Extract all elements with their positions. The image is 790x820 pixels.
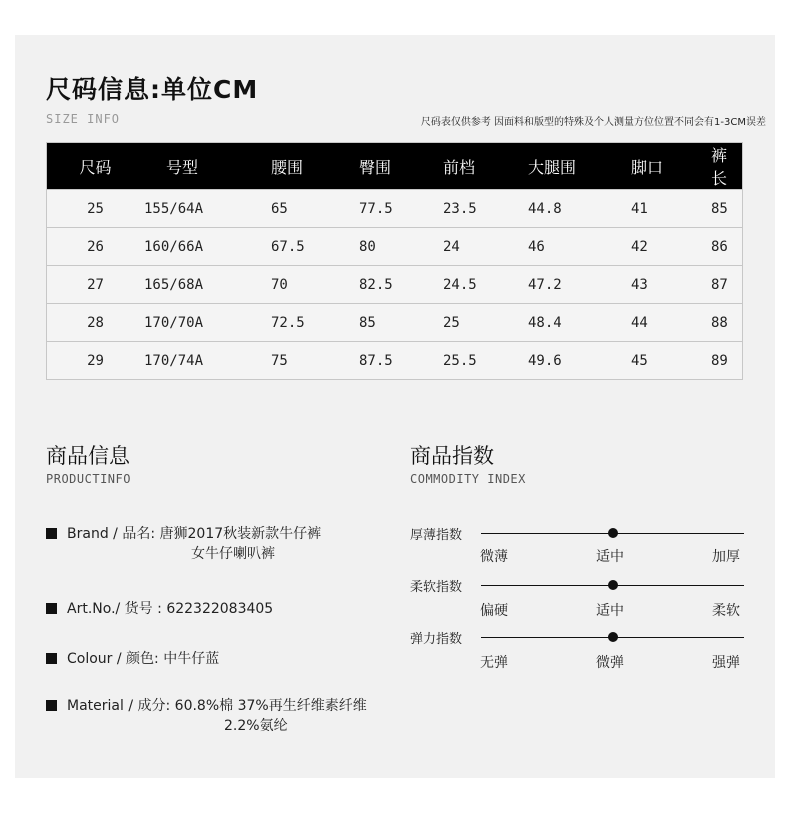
product-info-subtitle: PRODUCTINFO — [46, 472, 131, 486]
table-cell: 47.2 — [528, 266, 631, 304]
table-cell: 77.5 — [359, 190, 443, 228]
art-no-info — [46, 598, 273, 618]
softness-option-soft: 柔软 — [712, 603, 740, 619]
header-model: 号型 — [144, 143, 271, 190]
table-cell: 27 — [47, 266, 145, 304]
table-cell: 29 — [47, 342, 145, 380]
table-cell: 165/68A — [144, 266, 271, 304]
brand-value: 唐狮2017秋装新款牛仔裤 — [159, 526, 322, 542]
table-cell: 42 — [631, 228, 711, 266]
commodity-index-subtitle: COMMODITY INDEX — [410, 472, 526, 486]
colour-label: Colour / 颜色: — [67, 651, 159, 667]
bullet-square-icon — [46, 603, 57, 614]
table-row — [47, 228, 743, 266]
table-cell: 26 — [47, 228, 145, 266]
table-cell: 67.5 — [271, 228, 359, 266]
table-row — [47, 266, 743, 304]
table-cell: 46 — [528, 228, 631, 266]
table-cell: 70 — [271, 266, 359, 304]
table-cell: 48.4 — [528, 304, 631, 342]
table-cell: 25 — [47, 190, 145, 228]
table-cell: 88 — [711, 304, 743, 342]
table-cell: 89 — [711, 342, 743, 380]
header-thigh: 大腿围 — [528, 143, 631, 190]
table-cell: 82.5 — [359, 266, 443, 304]
size-table-header — [47, 143, 743, 190]
colour-value: 中牛仔蓝 — [163, 651, 220, 667]
size-info-subtitle: SIZE INFO — [46, 112, 121, 126]
table-cell: 25.5 — [443, 342, 528, 380]
table-cell: 23.5 — [443, 190, 528, 228]
table-cell: 43 — [631, 266, 711, 304]
commodity-index-title: 商品指数 — [410, 444, 494, 468]
table-cell: 87 — [711, 266, 743, 304]
brand-value-continued: 女牛仔喇叭裤 — [191, 546, 275, 562]
header-waist: 腰围 — [271, 143, 359, 190]
size-note: 尺码表仅供参考 因面料和版型的特殊及个人测量方位位置不同会有1-3CM误差 — [420, 117, 766, 128]
table-cell: 160/66A — [144, 228, 271, 266]
material-label: Material / 成分: — [67, 698, 171, 714]
table-cell: 170/74A — [144, 342, 271, 380]
header-length: 裤长 — [711, 143, 743, 190]
elasticity-option-none: 无弹 — [480, 655, 508, 671]
elasticity-marker-dot — [608, 632, 618, 642]
material-info — [46, 695, 367, 734]
bullet-square-icon — [46, 528, 57, 539]
header-size: 尺码 — [47, 143, 145, 190]
table-cell: 72.5 — [271, 304, 359, 342]
table-cell: 24.5 — [443, 266, 528, 304]
elasticity-label: 弹力指数 — [410, 632, 463, 647]
thickness-label: 厚薄指数 — [410, 528, 463, 543]
softness-option-medium: 适中 — [596, 603, 624, 619]
table-row — [47, 304, 743, 342]
header-hip: 臀围 — [359, 143, 443, 190]
elasticity-option-slight: 微弹 — [596, 655, 624, 671]
table-cell: 49.6 — [528, 342, 631, 380]
size-table — [46, 142, 743, 380]
softness-option-hard: 偏硬 — [480, 603, 508, 619]
table-cell: 44.8 — [528, 190, 631, 228]
table-cell: 170/70A — [144, 304, 271, 342]
colour-info — [46, 648, 219, 668]
softness-label: 柔软指数 — [410, 580, 463, 595]
thickness-marker-dot — [608, 528, 618, 538]
table-cell: 41 — [631, 190, 711, 228]
table-cell: 86 — [711, 228, 743, 266]
elasticity-option-strong: 强弹 — [712, 655, 740, 671]
product-info-title: 商品信息 — [46, 444, 130, 468]
bullet-square-icon — [46, 653, 57, 664]
table-cell: 80 — [359, 228, 443, 266]
material-value-continued: 2.2%氨纶 — [224, 718, 288, 734]
table-cell: 44 — [631, 304, 711, 342]
table-cell: 85 — [711, 190, 743, 228]
material-value: 60.8%棉 37%再生纤维素纤维 — [174, 698, 367, 714]
table-cell: 25 — [443, 304, 528, 342]
bullet-square-icon — [46, 700, 57, 711]
art-no-label: Art.No./ 货号 : — [67, 601, 162, 617]
thickness-option-thick: 加厚 — [712, 549, 740, 565]
table-cell: 65 — [271, 190, 359, 228]
header-hem: 脚口 — [631, 143, 711, 190]
brand-label: Brand / 品名: — [67, 526, 156, 542]
art-no-value: 622322083405 — [166, 601, 274, 617]
thickness-option-thin: 微薄 — [480, 549, 508, 565]
table-cell: 85 — [359, 304, 443, 342]
header-front-rise: 前档 — [443, 143, 528, 190]
table-cell: 87.5 — [359, 342, 443, 380]
table-cell: 155/64A — [144, 190, 271, 228]
brand-info — [46, 523, 322, 562]
size-info-title: 尺码信息:单位CM — [46, 75, 259, 104]
table-cell: 28 — [47, 304, 145, 342]
table-cell: 45 — [631, 342, 711, 380]
table-cell: 75 — [271, 342, 359, 380]
table-cell: 24 — [443, 228, 528, 266]
softness-marker-dot — [608, 580, 618, 590]
thickness-option-medium: 适中 — [596, 549, 624, 565]
table-row — [47, 342, 743, 380]
table-row — [47, 190, 743, 228]
